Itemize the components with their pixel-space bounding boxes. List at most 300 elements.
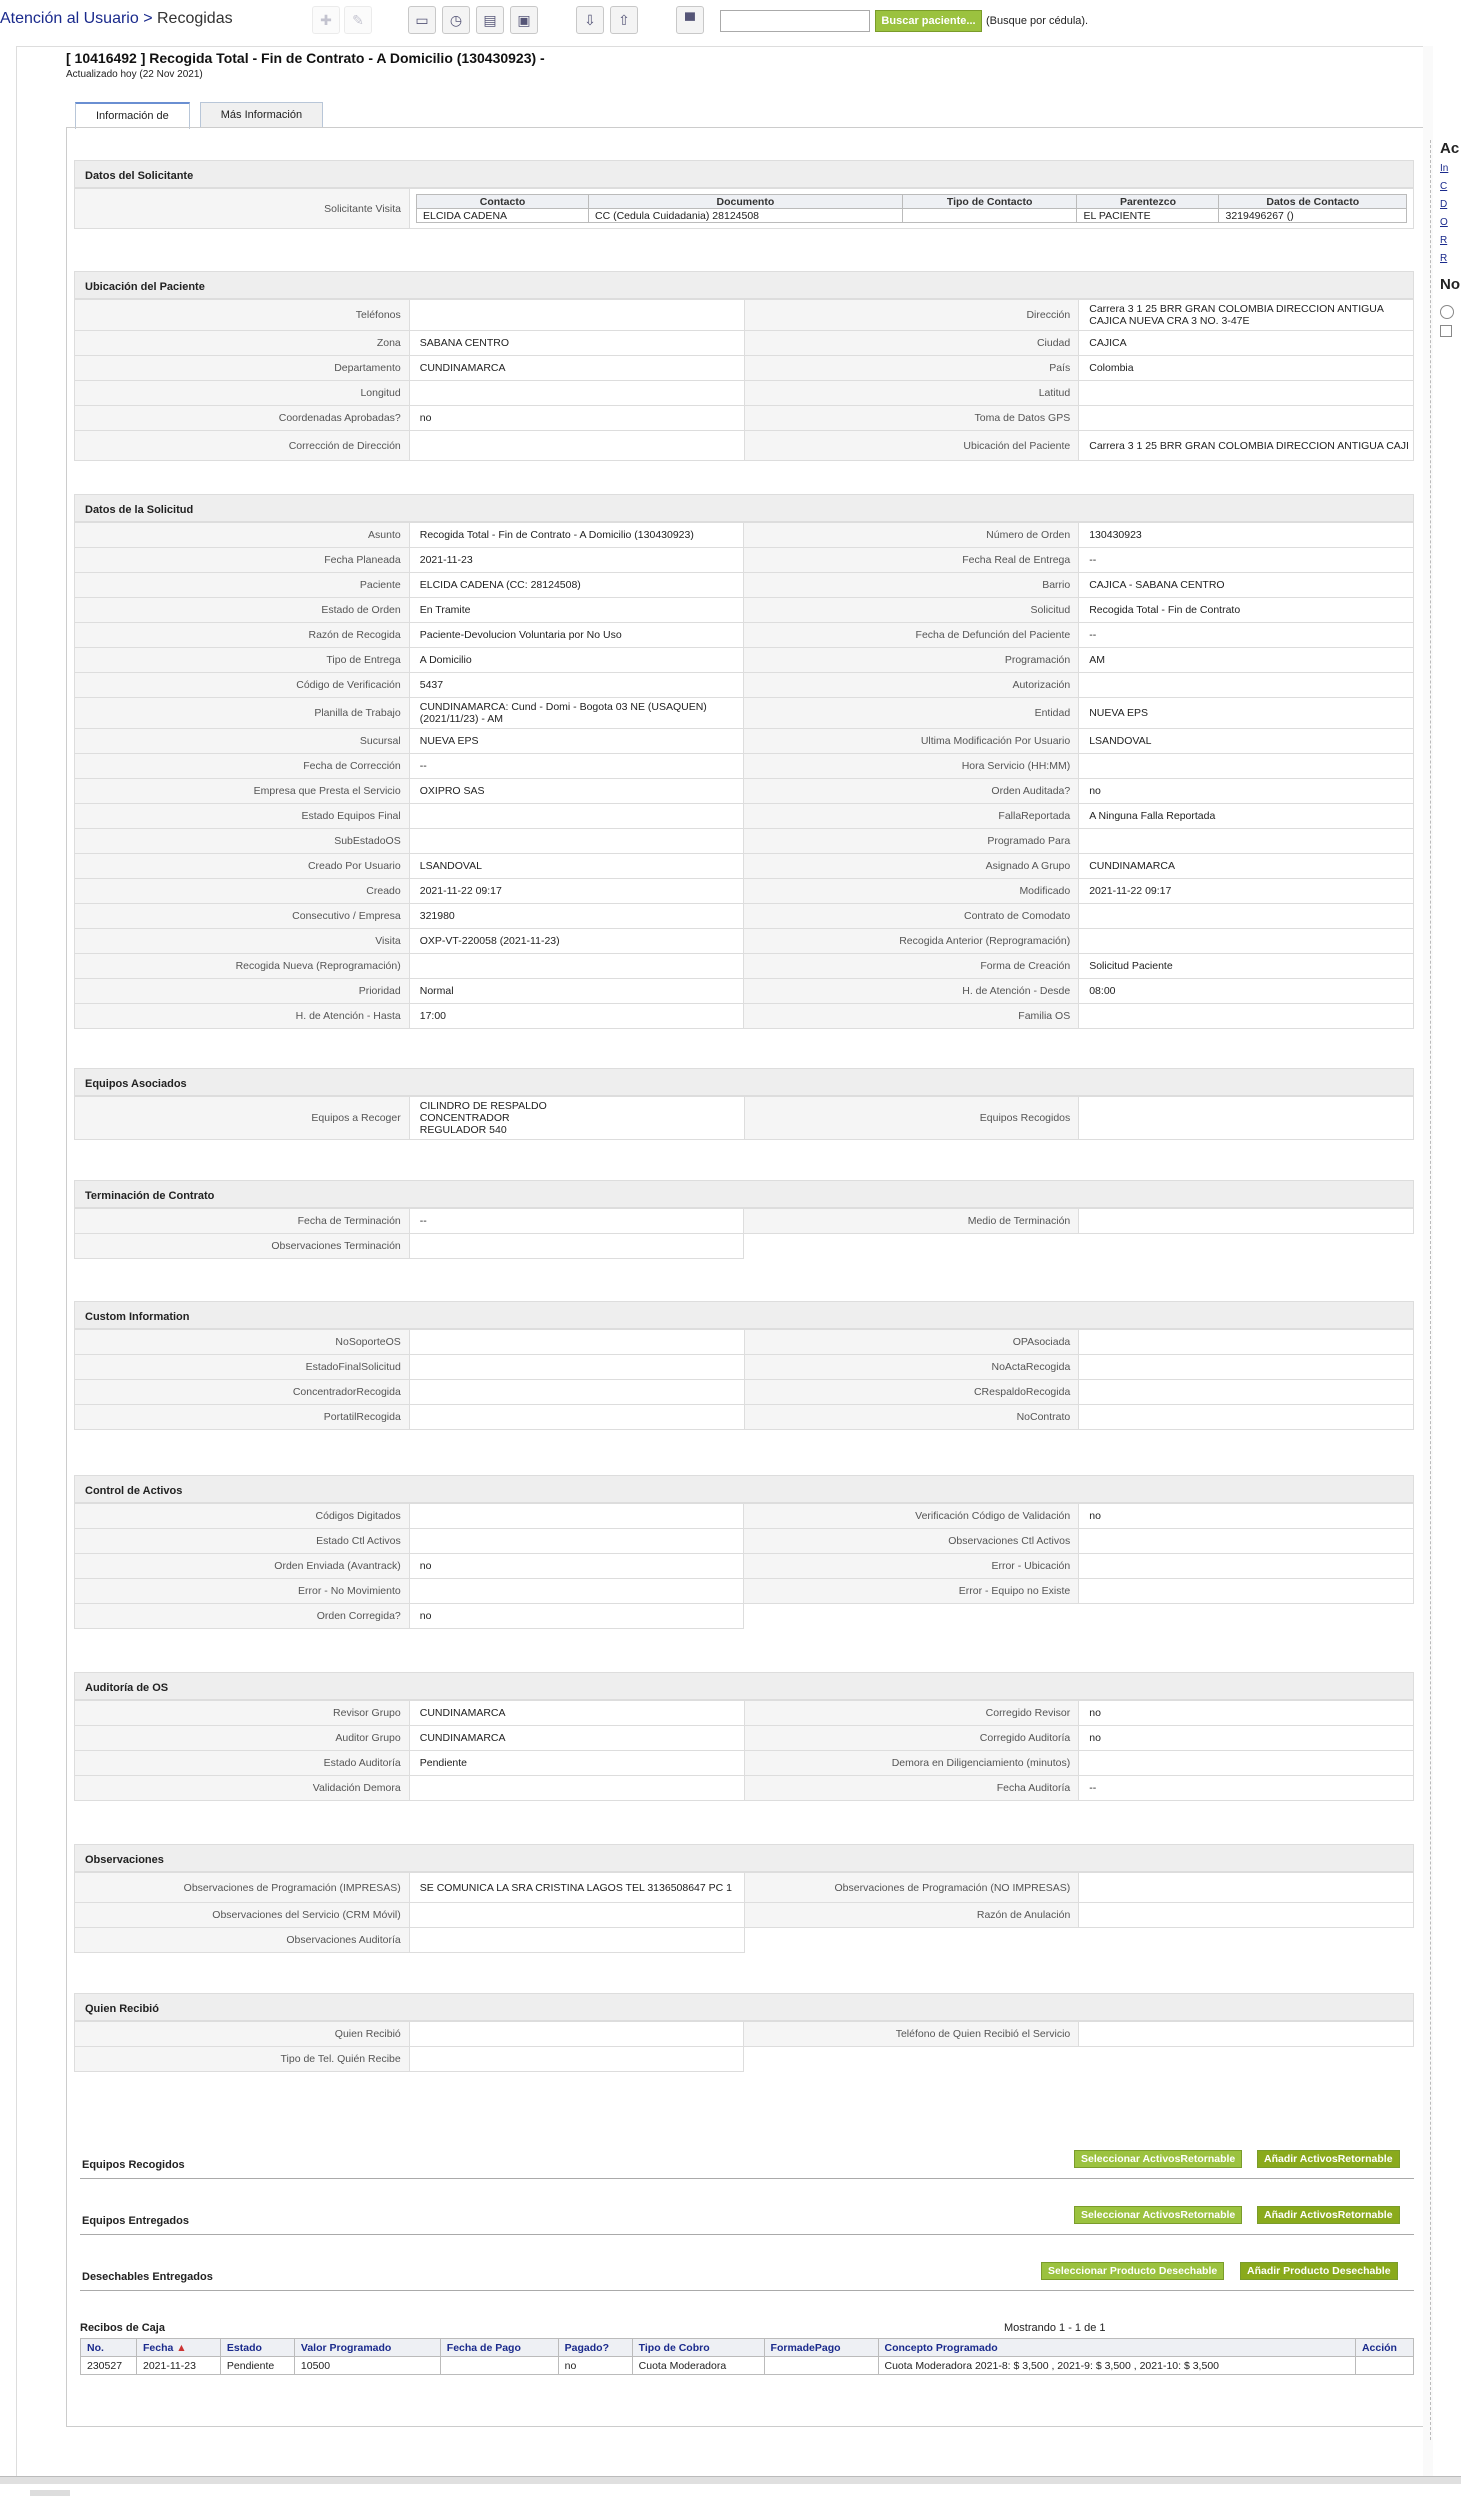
column-header[interactable]: Fecha ▲ [136, 2339, 220, 2357]
field-row [75, 929, 1414, 954]
page-title: [ 10416492 ] Recogida Total - Fin de Contrato - A Domicilio (130430923) - [66, 50, 545, 66]
table-cell: Cuota Moderadora [632, 2357, 764, 2375]
list-desechables [80, 2257, 1414, 2291]
field-label: Forma de Creación [744, 954, 1079, 979]
clock-icon[interactable]: ◷ [442, 6, 470, 34]
select-desechables-button[interactable]: Seleccionar Producto Desechable [1041, 2262, 1224, 2280]
field-row [75, 648, 1414, 673]
recibos-showing: Mostrando 1 - 1 de 1 [1004, 2322, 1106, 2334]
field-label: Hora Servicio (HH:MM) [744, 754, 1079, 779]
field-value [409, 1380, 744, 1405]
field-value: AM [1079, 648, 1414, 673]
field-value: no [409, 1554, 744, 1579]
field-value: CUNDINAMARCA [1079, 854, 1414, 879]
section-title: Control de Activos [74, 1475, 1414, 1503]
empty-cell [1079, 2047, 1414, 2072]
field-row [75, 406, 1414, 431]
field-label: Recogida Anterior (Reprogramación) [744, 929, 1079, 954]
window-icon[interactable]: ▭ [408, 6, 436, 34]
table-cell [1355, 2357, 1413, 2375]
table-cell: no [558, 2357, 632, 2375]
field-value [409, 804, 744, 829]
add-desechables-button[interactable]: Añadir Producto Desechable [1240, 2262, 1398, 2280]
field-label: Orden Auditada? [744, 779, 1079, 804]
notes-radio[interactable] [1440, 305, 1454, 319]
tab-mas-informacion[interactable]: Más Información [200, 102, 323, 127]
field-label: Tipo de Entrega [75, 648, 410, 673]
clipboard-icon[interactable]: ▣ [510, 6, 538, 34]
field-label: Estado Ctl Activos [75, 1529, 410, 1554]
field-row [75, 573, 1414, 598]
field-value [1079, 1529, 1414, 1554]
field-label: Sucursal [75, 729, 410, 754]
actions-panel [1440, 140, 1461, 337]
contact-row [417, 209, 1407, 223]
field-label: Estado Auditoría [75, 1751, 410, 1776]
sort-asc-icon[interactable]: ▲ [173, 2341, 187, 2354]
field-label: Modificado [744, 879, 1079, 904]
field-value: NUEVA EPS [1079, 698, 1414, 729]
field-table [74, 522, 1414, 1029]
section-equipos-asociados [74, 1068, 1414, 1140]
field-value [409, 829, 744, 854]
section-control-activos [74, 1475, 1414, 1629]
column-header[interactable]: Concepto Programado [878, 2339, 1355, 2357]
list-recogidos [80, 2145, 1414, 2179]
field-row [75, 356, 1414, 381]
action-link[interactable]: C [1440, 181, 1448, 192]
field-table [74, 2021, 1414, 2072]
field-label: Fecha de Corrección [75, 754, 410, 779]
field-label: Asignado A Grupo [744, 854, 1079, 879]
field-value: -- [409, 754, 744, 779]
field-label: Error - Ubicación [744, 1554, 1079, 1579]
field-value [1079, 2022, 1414, 2047]
section-title: Ubicación del Paciente [74, 271, 1414, 299]
table-cell [764, 2357, 878, 2375]
field-label: Fecha de Defunción del Paciente [744, 623, 1079, 648]
field-value [409, 2047, 744, 2072]
column-header[interactable]: FormadePago [764, 2339, 878, 2357]
field-label: Creado [75, 879, 410, 904]
actions-heading: Ac [1440, 140, 1460, 157]
field-row [75, 754, 1414, 779]
field-label: Verificación Código de Validación [744, 1504, 1079, 1529]
field-value: Pendiente [409, 1751, 744, 1776]
field-label: Quien Recibió [75, 2022, 410, 2047]
field-value: 5437 [409, 673, 744, 698]
column-header[interactable]: Tipo de Cobro [632, 2339, 764, 2357]
field-label: Paciente [75, 573, 410, 598]
field-row [75, 673, 1414, 698]
list-title: Equipos Recogidos [82, 2159, 185, 2171]
field-label: Auditor Grupo [75, 1726, 410, 1751]
field-row [75, 829, 1414, 854]
field-label: Error - Equipo no Existe [744, 1579, 1079, 1604]
column-header[interactable]: Acción [1355, 2339, 1413, 2357]
field-label: Observaciones Auditoría [75, 1928, 410, 1953]
breadcrumb-separator: > [143, 10, 153, 27]
field-value: 17:00 [409, 1004, 744, 1029]
tab-bar [75, 102, 333, 127]
field-label: Orden Corregida? [75, 1604, 410, 1629]
select-recogidos-button[interactable]: Seleccionar ActivosRetornable [1074, 2150, 1242, 2168]
edit-icon[interactable]: ✎ [344, 6, 372, 34]
field-row [75, 598, 1414, 623]
field-row [75, 523, 1414, 548]
field-label: OPAsociada [744, 1330, 1079, 1355]
field-row [75, 1776, 1414, 1801]
breadcrumb-root-link[interactable]: Atención al Usuario [0, 10, 139, 27]
field-label: Programación [744, 648, 1079, 673]
plus-icon[interactable]: ✚ [312, 6, 340, 34]
equipment-item: REGULADOR 540 [419, 1124, 507, 1136]
field-label: Fecha Planeada [75, 548, 410, 573]
table-cell: 230527 [81, 2357, 137, 2375]
equipment-item: CILINDRO DE RESPALDO [419, 1100, 547, 1112]
contact-column-header: Tipo de Contacto [902, 195, 1077, 209]
contact-column-header: Parentezco [1077, 195, 1219, 209]
table-cell [440, 2357, 558, 2375]
empty-cell [1079, 1234, 1414, 1259]
action-link[interactable]: R [1440, 235, 1448, 246]
field-value [1079, 1209, 1414, 1234]
field-label: Observaciones Terminación [75, 1234, 410, 1259]
field-value: 08:00 [1079, 979, 1414, 1004]
field-table [74, 188, 1414, 229]
sheet-shadow [1423, 46, 1433, 2479]
field-label: Consecutivo / Empresa [75, 904, 410, 929]
field-label: Razón de Anulación [744, 1903, 1079, 1928]
contact-table [416, 194, 1407, 223]
field-value: 321980 [409, 904, 744, 929]
field-label: Empresa que Presta el Servicio [75, 779, 410, 804]
add-entregados-button[interactable]: Añadir ActivosRetornable [1257, 2206, 1400, 2224]
field-row [75, 1726, 1414, 1751]
field-row [75, 854, 1414, 879]
field-value: Carrera 3 1 25 BRR GRAN COLOMBIA DIRECCION ANTIGUA CAJI [1079, 431, 1414, 461]
field-row [75, 1209, 1414, 1234]
recibos-caja [80, 2318, 1414, 2375]
column-header[interactable]: Estado [220, 2339, 294, 2357]
field-value [1079, 754, 1414, 779]
patient-search-input[interactable] [720, 10, 870, 32]
table-cell: Pendiente [220, 2357, 294, 2375]
field-value: Solicitud Paciente [1079, 954, 1414, 979]
field-label: Ubicación del Paciente [744, 431, 1079, 461]
field-row [75, 1928, 1414, 1953]
field-label: Solicitante Visita [75, 189, 410, 229]
field-value [409, 1529, 744, 1554]
field-row [75, 1701, 1414, 1726]
column-header[interactable]: Fecha de Pago [440, 2339, 558, 2357]
field-value: A Ninguna Falla Reportada [1079, 804, 1414, 829]
field-value [409, 2022, 744, 2047]
field-label: Departamento [75, 356, 410, 381]
field-value [1079, 1330, 1414, 1355]
field-label: Razón de Recogida [75, 623, 410, 648]
field-value: SABANA CENTRO [409, 331, 744, 356]
field-row [75, 331, 1414, 356]
field-value: A Domicilio [409, 648, 744, 673]
field-table [74, 1329, 1414, 1430]
field-label: Ciudad [744, 331, 1079, 356]
field-value: 130430923 [1079, 523, 1414, 548]
contact-column-header: Documento [588, 195, 902, 209]
updated-text: Actualizado hoy (22 Nov 2021) [66, 69, 203, 80]
section-title: Quien Recibió [74, 1993, 1414, 2021]
field-label: Dirección [744, 300, 1079, 331]
field-row [75, 381, 1414, 406]
section-observaciones [74, 1844, 1414, 1953]
field-label: Autorización [744, 673, 1079, 698]
contact-column-header: Datos de Contacto [1219, 195, 1407, 209]
field-label: Zona [75, 331, 410, 356]
empty-cell [1079, 1604, 1414, 1629]
action-link[interactable]: R [1440, 253, 1448, 264]
field-row [75, 189, 1414, 229]
field-value: Paciente-Devolucion Voluntaria por No Uso [409, 623, 744, 648]
contact-cell-value: EL PACIENTE [1077, 209, 1219, 223]
field-value: Recogida Total - Fin de Contrato - A Domicilio (130430923) [409, 523, 744, 548]
document-icon[interactable]: ▤ [476, 6, 504, 34]
field-row [75, 954, 1414, 979]
field-value [1079, 1579, 1414, 1604]
field-value: -- [1079, 548, 1414, 573]
field-row [75, 1604, 1414, 1629]
field-value: Normal [409, 979, 744, 1004]
field-label: Medio de Terminación [744, 1209, 1079, 1234]
field-value: Colombia [1079, 356, 1414, 381]
field-label: Prioridad [75, 979, 410, 1004]
list-title: Desechables Entregados [82, 2271, 213, 2283]
select-entregados-button[interactable]: Seleccionar ActivosRetornable [1074, 2206, 1242, 2224]
field-value: no [409, 406, 744, 431]
field-label: EstadoFinalSolicitud [75, 1355, 410, 1380]
field-value [1079, 904, 1414, 929]
action-link[interactable]: D [1440, 199, 1448, 210]
field-value [1079, 1380, 1414, 1405]
empty-cell [744, 1234, 1079, 1259]
field-value: no [1079, 1504, 1414, 1529]
section-solicitante [74, 160, 1414, 229]
field-value [409, 1330, 744, 1355]
field-value: CAJICA - SABANA CENTRO [1079, 573, 1414, 598]
section-title: Observaciones [74, 1844, 1414, 1872]
field-label: Tipo de Tel. Quién Recibe [75, 2047, 410, 2072]
field-value [409, 1776, 744, 1801]
empty-cell [1079, 1928, 1414, 1953]
field-label: NoSoporteOS [75, 1330, 410, 1355]
top-toolbar [0, 0, 1461, 40]
field-label: Coordenadas Aprobadas? [75, 406, 410, 431]
section-datos-solicitud [74, 494, 1414, 1029]
field-label: H. de Atención - Hasta [75, 1004, 410, 1029]
section-title: Equipos Asociados [74, 1068, 1414, 1096]
field-value [409, 1234, 744, 1259]
field-value: LSANDOVAL [409, 854, 744, 879]
field-row [75, 1380, 1414, 1405]
field-label: Equipos a Recoger [75, 1097, 410, 1140]
field-label: Revisor Grupo [75, 1701, 410, 1726]
field-label: País [744, 356, 1079, 381]
notes-checkbox[interactable] [1440, 325, 1452, 337]
tab-content [66, 127, 1423, 2427]
breadcrumb-current: Recogidas [157, 10, 233, 27]
section-title: Terminación de Contrato [74, 1180, 1414, 1208]
field-value: ELCIDA CADENA (CC: 28124508) [409, 573, 744, 598]
field-row [75, 1004, 1414, 1029]
column-header[interactable]: Pagado? [558, 2339, 632, 2357]
field-row [75, 1504, 1414, 1529]
field-value: LSANDOVAL [1079, 729, 1414, 754]
field-label: Códigos Digitados [75, 1504, 410, 1529]
section-title: Datos del Solicitante [74, 160, 1414, 188]
field-label: Ultima Modificación Por Usuario [744, 729, 1079, 754]
field-row [75, 548, 1414, 573]
field-value: no [1079, 779, 1414, 804]
field-label: Latitud [744, 381, 1079, 406]
contact-header-row [417, 195, 1407, 209]
field-value [409, 1903, 744, 1928]
field-label: H. de Atención - Desde [744, 979, 1079, 1004]
field-value [1079, 1751, 1414, 1776]
field-row [75, 623, 1414, 648]
breadcrumb [0, 10, 233, 28]
field-value [1079, 1405, 1414, 1430]
notes-heading: No [1440, 276, 1460, 293]
field-value: NUEVA EPS [409, 729, 744, 754]
field-label: Equipos Recogidos [744, 1097, 1079, 1140]
table-cell: 10500 [294, 2357, 440, 2375]
field-label: FallaReportada [744, 804, 1079, 829]
field-row [75, 1751, 1414, 1776]
field-label: Corregido Revisor [744, 1701, 1079, 1726]
section-title: Auditoría de OS [74, 1672, 1414, 1700]
field-label: Fecha Auditoría [744, 1776, 1079, 1801]
search-patient-button[interactable]: Buscar paciente... [875, 10, 982, 32]
field-value [1079, 381, 1414, 406]
field-value: En Tramite [409, 598, 744, 623]
field-row [75, 1097, 1414, 1140]
field-label: Visita [75, 929, 410, 954]
field-label: Estado de Orden [75, 598, 410, 623]
page-header [66, 50, 966, 80]
field-label: Teléfono de Quien Recibió el Servicio [744, 2022, 1079, 2047]
field-label: CRespaldoRecogida [744, 1380, 1079, 1405]
field-label: Demora en Diligenciamiento (minutos) [744, 1751, 1079, 1776]
table-cell: 2021-11-23 [136, 2357, 220, 2375]
field-value [409, 300, 744, 331]
field-row [75, 1903, 1414, 1928]
tab-informacion[interactable]: Información de [75, 102, 190, 129]
field-row [75, 431, 1414, 461]
field-label: Corregido Auditoría [744, 1726, 1079, 1751]
field-value: Carrera 3 1 25 BRR GRAN COLOMBIA DIRECCION ANTIGUA CAJICA NUEVA CRA 3 NO. 3-47E [1079, 300, 1414, 331]
field-value: Recogida Total - Fin de Contrato [1079, 598, 1414, 623]
field-label: Contrato de Comodato [744, 904, 1079, 929]
field-table [74, 1208, 1414, 1259]
field-value [1079, 1355, 1414, 1380]
field-label: NoContrato [744, 1405, 1079, 1430]
action-link[interactable]: In [1440, 163, 1449, 174]
equipment-list [409, 1097, 744, 1140]
field-label: Observaciones del Servicio (CRM Móvil) [75, 1903, 410, 1928]
field-value: no [1079, 1701, 1414, 1726]
field-label: ConcentradorRecogida [75, 1380, 410, 1405]
search-hint: (Busque por cédula). [986, 15, 1089, 27]
field-value [409, 381, 744, 406]
field-table [74, 1503, 1414, 1629]
field-label: PortatilRecogida [75, 1405, 410, 1430]
column-header[interactable]: No. [81, 2339, 137, 2357]
field-value [1079, 1903, 1414, 1928]
field-value: SE COMUNICA LA SRA CRISTINA LAGOS TEL 3136508647 PC 1 [409, 1873, 744, 1903]
field-table [74, 1096, 1414, 1140]
field-label: Error - No Movimiento [75, 1579, 410, 1604]
import-icon[interactable]: ⇧ [610, 6, 638, 34]
section-title: Datos de la Solicitud [74, 494, 1414, 522]
field-value [1079, 406, 1414, 431]
field-label: Entidad [744, 698, 1079, 729]
field-value: OXP-VT-220058 (2021-11-23) [409, 929, 744, 954]
field-label: Longitud [75, 381, 410, 406]
contact-column-header: Contacto [417, 195, 589, 209]
field-row [75, 979, 1414, 1004]
field-value [1079, 673, 1414, 698]
action-link[interactable]: O [1440, 217, 1448, 228]
field-row [75, 1873, 1414, 1903]
field-row [75, 1529, 1414, 1554]
field-value: OXIPRO SAS [409, 779, 744, 804]
field-row [75, 300, 1414, 331]
field-table [74, 1700, 1414, 1801]
list-title: Equipos Entregados [82, 2215, 189, 2227]
list-entregados [80, 2201, 1414, 2235]
field-label: Creado Por Usuario [75, 854, 410, 879]
field-value: -- [1079, 623, 1414, 648]
field-value: no [409, 1604, 744, 1629]
field-value [409, 1579, 744, 1604]
section-ubicacion [74, 271, 1414, 461]
field-label: Teléfonos [75, 300, 410, 331]
field-value [409, 1355, 744, 1380]
field-row [75, 698, 1414, 729]
field-label: Asunto [75, 523, 410, 548]
export-icon[interactable]: ⇩ [576, 6, 604, 34]
column-header[interactable]: Valor Programado [294, 2339, 440, 2357]
field-row [75, 1330, 1414, 1355]
field-label: Orden Enviada (Avantrack) [75, 1554, 410, 1579]
add-recogidos-button[interactable]: Añadir ActivosRetornable [1257, 2150, 1400, 2168]
field-label: Observaciones de Programación (NO IMPRESAS) [744, 1873, 1079, 1903]
field-label: Fecha de Terminación [75, 1209, 410, 1234]
field-value [1079, 1097, 1414, 1140]
field-row [75, 779, 1414, 804]
monitor-icon[interactable]: ▀ [676, 6, 704, 34]
field-row [75, 729, 1414, 754]
field-value: 2021-11-23 [409, 548, 744, 573]
table-row[interactable] [81, 2357, 1414, 2375]
field-value: CUNDINAMARCA [409, 1726, 744, 1751]
field-value [409, 431, 744, 461]
field-label: Barrio [744, 573, 1079, 598]
recibos-table [80, 2338, 1414, 2375]
field-value: 2021-11-22 09:17 [409, 879, 744, 904]
table-cell: Cuota Moderadora 2021-8: $ 3,500 , 2021-9: $ 3,500 , 2021-10: $ 3,500 [878, 2357, 1355, 2375]
field-label: Código de Verificación [75, 673, 410, 698]
section-terminacion [74, 1180, 1414, 1259]
